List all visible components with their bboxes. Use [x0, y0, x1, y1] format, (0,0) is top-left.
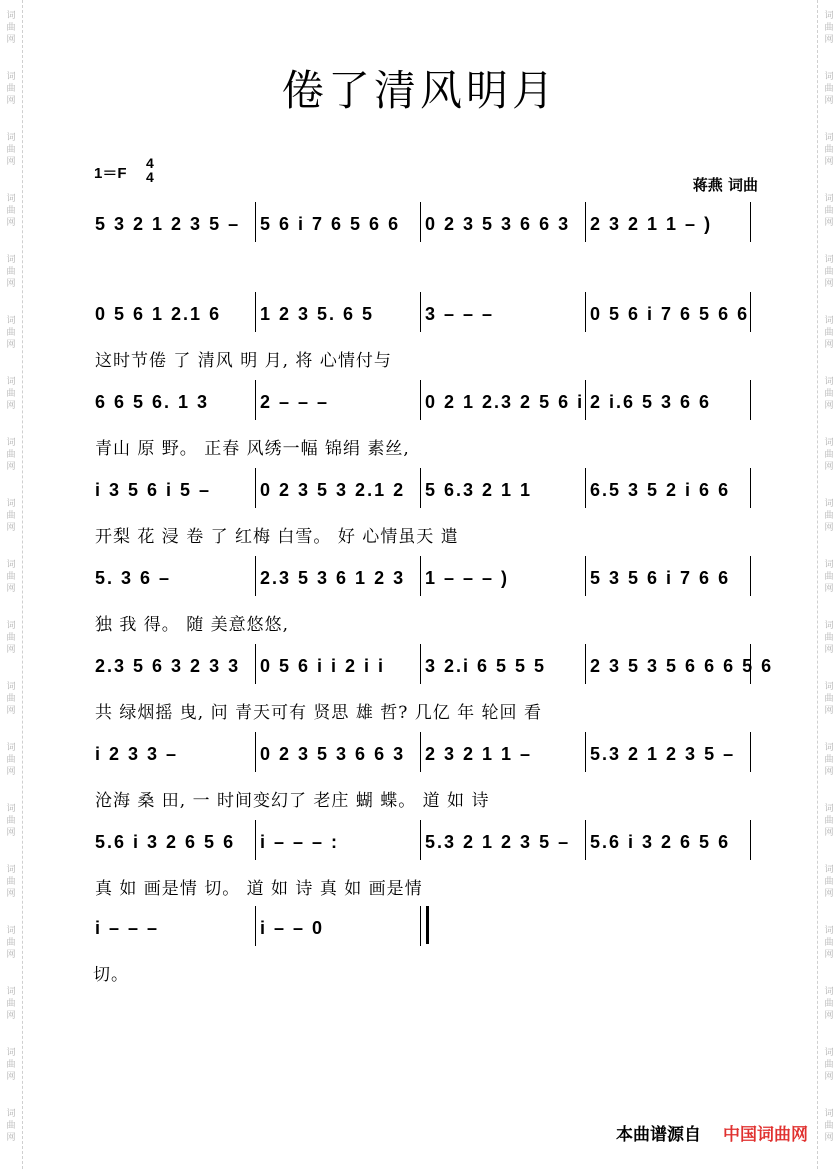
bar-line: [420, 906, 421, 946]
watermark-text: 词 曲 网: [6, 804, 16, 838]
watermark-text: 词 曲 网: [824, 316, 834, 350]
site-name: 中国词曲网: [723, 1125, 808, 1145]
watermark-text: 词 曲 网: [6, 133, 16, 167]
watermark-text: 词 曲 网: [6, 377, 16, 411]
bar-line: [255, 820, 256, 860]
bar-line: [585, 380, 586, 420]
watermark-text: 词 曲 网: [6, 1109, 16, 1143]
watermark-text: 词 曲 网: [6, 865, 16, 899]
measure: 5 6.3 2 1 1: [425, 480, 533, 500]
watermark-text: 词 曲 网: [824, 682, 834, 716]
measure: 6.5 3 5 2 i 6 6: [590, 480, 731, 500]
right-watermark-strip: [817, 0, 840, 1169]
measure: 3 2.i 6 5 5 5: [425, 656, 547, 676]
measure: 5.3 2 1 2 3 5 –: [590, 744, 736, 764]
watermark-text: 词 曲 网: [6, 560, 16, 594]
measure: 5. 3 6 –: [95, 568, 172, 588]
measure: 6 6 5 6. 1 3: [95, 392, 210, 412]
bar-line: [750, 202, 751, 242]
time-signature-bottom: 4: [146, 169, 154, 185]
measure: 5.6 i 3 2 6 5 6: [590, 832, 731, 852]
lyric-line: 真 如 画是情 切。 道 如 诗 真 如 画是情: [95, 879, 423, 899]
watermark-text: 词 曲 网: [6, 682, 16, 716]
measure: 5.3 2 1 2 3 5 –: [425, 832, 571, 852]
watermark-text: 词 曲 网: [6, 987, 16, 1021]
score-row: [95, 214, 755, 284]
watermark-text: 词 曲 网: [824, 194, 834, 228]
bar-line: [255, 556, 256, 596]
bar-line: [420, 380, 421, 420]
measure: 2 i.6 5 3 6 6: [590, 392, 712, 412]
bar-line: [420, 732, 421, 772]
score-row: [95, 744, 755, 814]
measure: 2 – – –: [260, 392, 330, 412]
watermark-text: 词 曲 网: [824, 926, 834, 960]
measure: 2 3 2 1 1 –: [425, 744, 533, 764]
measure: 1 – – – ): [425, 568, 510, 588]
bar-line: [585, 820, 586, 860]
watermark-text: 词 曲 网: [824, 438, 834, 472]
lyric-line: 沧海 桑 田, 一 时间变幻了 老庄 蝴 蝶。 道 如 诗: [95, 791, 490, 811]
bar-line: [585, 292, 586, 332]
measure: 0 2 3 5 3 2.1 2: [260, 480, 406, 500]
lyric-line: 独 我 得。 随 美意悠悠,: [95, 615, 290, 635]
watermark-text: 词 曲 网: [6, 194, 16, 228]
watermark-text: 词 曲 网: [824, 1048, 834, 1082]
measure: 0 5 6 1 2.1 6: [95, 304, 222, 324]
score-row: [95, 656, 774, 726]
watermark-text: 词 曲 网: [6, 621, 16, 655]
bar-line: [750, 556, 751, 596]
bar-line: [750, 820, 751, 860]
source-label: 本曲谱源自: [616, 1125, 701, 1145]
measure: i 2 3 3 –: [95, 744, 179, 764]
measure: 0 2 3 5 3 6 6 3: [260, 744, 406, 764]
bar-line: [255, 732, 256, 772]
measure: i – – –: [95, 918, 160, 938]
watermark-text: 词 曲 网: [6, 11, 16, 45]
measure: 2.3 5 6 3 2 3 3: [95, 656, 241, 676]
lyric-line: 这时节倦 了 清风 明 月, 将 心情付与: [95, 351, 392, 371]
song-title: 倦了清风明月: [281, 66, 558, 116]
watermark-text: 词 曲 网: [824, 72, 834, 106]
left-watermark-strip: [0, 0, 23, 1169]
lyric-line: 开梨 花 浸 卷 了 红梅 白雪。 好 心情虽天 遣: [95, 527, 459, 547]
watermark-text: 词 曲 网: [824, 743, 834, 777]
watermark-text: 词 曲 网: [6, 438, 16, 472]
lyric-line: 共 绿烟摇 曳, 问 青天可有 贤思 雄 哲? 几亿 年 轮回 看: [95, 703, 542, 723]
bar-line: [255, 380, 256, 420]
time-signature: [146, 156, 154, 184]
bar-line: [255, 292, 256, 332]
watermark-text: 词 曲 网: [824, 11, 834, 45]
measure: i 3 5 6 i 5 –: [95, 480, 212, 500]
score-row: [95, 918, 755, 988]
bar-line: [420, 468, 421, 508]
watermark-text: 词 曲 网: [6, 72, 16, 106]
bar-line: [420, 556, 421, 596]
measure: 1 2 3 5. 6 5: [260, 304, 375, 324]
bar-line: [420, 292, 421, 332]
bar-line: [255, 468, 256, 508]
watermark-text: 词 曲 网: [824, 377, 834, 411]
bar-line: [255, 644, 256, 684]
measure: 0 2 1 2.3 2 5 6 i: [425, 392, 585, 412]
measure: 5 3 2 1 2 3 5 –: [95, 214, 241, 234]
bar-line: [585, 556, 586, 596]
bar-line: [420, 644, 421, 684]
watermark-text: 词 曲 网: [6, 1048, 16, 1082]
bar-line: [255, 906, 256, 946]
bar-line: [585, 644, 586, 684]
bar-line: [750, 468, 751, 508]
measure: 2 3 2 1 1 – ): [590, 214, 713, 234]
measure: 0 5 6 i 7 6 5 6 6: [590, 304, 750, 324]
bar-line: [585, 732, 586, 772]
measure: 3 – – –: [425, 304, 495, 324]
watermark-text: 词 曲 网: [824, 1109, 834, 1143]
bar-line: [750, 380, 751, 420]
score-row: [95, 304, 755, 374]
measure: 2 3 5 3 5 6 6 6 5 6: [590, 656, 774, 676]
watermark-text: 词 曲 网: [824, 865, 834, 899]
watermark-text: 词 曲 网: [6, 499, 16, 533]
watermark-text: 词 曲 网: [6, 255, 16, 289]
watermark-text: 词 曲 网: [824, 560, 834, 594]
score-row: [95, 392, 755, 462]
bar-line: [585, 202, 586, 242]
measure: 0 2 3 5 3 6 6 3: [425, 214, 571, 234]
lyric-line: 青山 原 野。 正春 风绣一幅 锦绢 素丝,: [95, 439, 410, 459]
key-signature: 1＝F: [94, 165, 127, 182]
lyric-line: 切。: [93, 965, 129, 985]
bar-line: [750, 292, 751, 332]
bar-line: [255, 202, 256, 242]
measure: 5 3 5 6 i 7 6 6: [590, 568, 731, 588]
composer-credit: 蒋燕 词曲: [692, 176, 758, 194]
measure: 5.6 i 3 2 6 5 6: [95, 832, 236, 852]
bar-line: [750, 644, 751, 684]
bar-line: [420, 820, 421, 860]
measure: i – – – :: [260, 832, 340, 852]
score-row: [95, 480, 755, 550]
watermark-text: 词 曲 网: [6, 316, 16, 350]
score-row: [95, 568, 755, 638]
final-bar-line: [426, 906, 429, 944]
watermark-text: 词 曲 网: [824, 499, 834, 533]
measure: i – – 0: [260, 918, 325, 938]
watermark-text: 词 曲 网: [824, 621, 834, 655]
measure: 0 5 6 i i 2 i i: [260, 656, 386, 676]
watermark-text: 词 曲 网: [6, 743, 16, 777]
time-signature-top: 4: [146, 155, 154, 171]
watermark-text: 词 曲 网: [824, 804, 834, 838]
watermark-text: 词 曲 网: [824, 133, 834, 167]
measure: 5 6 i 7 6 5 6 6: [260, 214, 401, 234]
score-row: [95, 832, 755, 902]
watermark-text: 词 曲 网: [6, 926, 16, 960]
measure: 2.3 5 3 6 1 2 3: [260, 568, 406, 588]
bar-line: [420, 202, 421, 242]
bar-line: [585, 468, 586, 508]
watermark-text: 词 曲 网: [824, 987, 834, 1021]
watermark-text: 词 曲 网: [824, 255, 834, 289]
footer: [616, 1120, 808, 1145]
bar-line: [750, 732, 751, 772]
